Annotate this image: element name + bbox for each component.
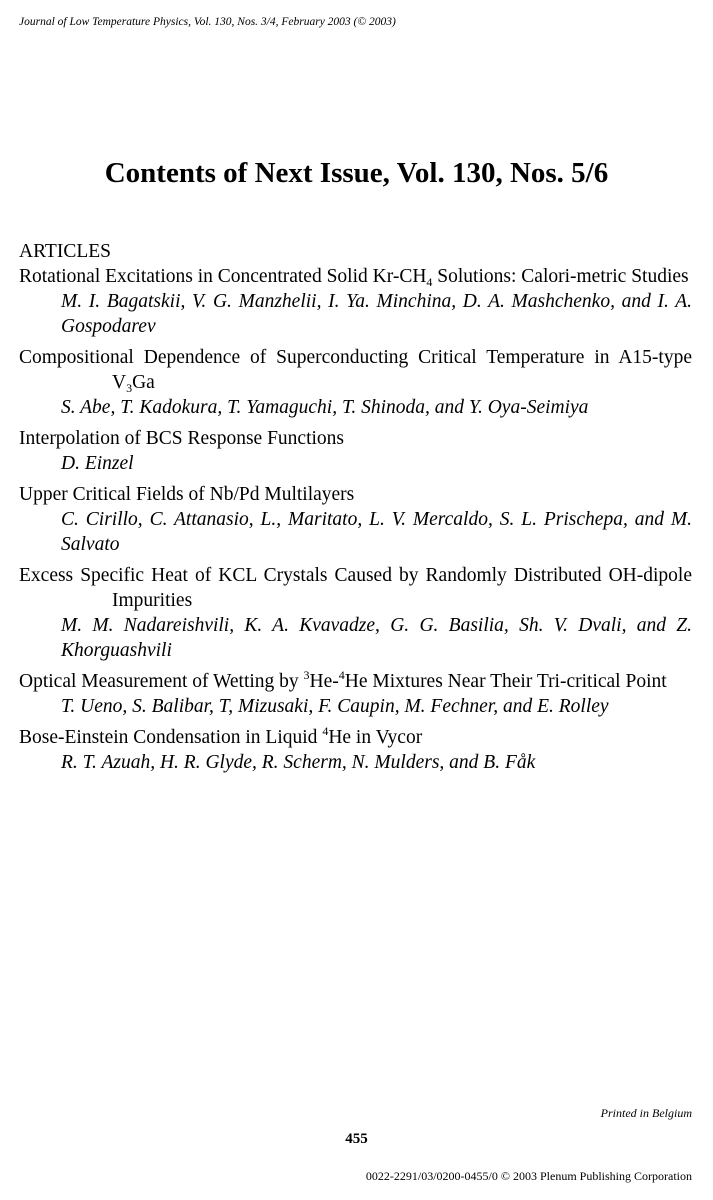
superscript: 4 — [322, 724, 329, 738]
article-entry — [19, 264, 692, 339]
article-title: Upper Critical Fields of Nb/Pd Multilayers — [19, 484, 355, 505]
article-title: Interpolation of BCS Response Functions — [19, 428, 344, 449]
article-authors: M. I. Bagatskii, V. G. Manzhelii, I. Ya. Minchina, D. A. Mashchenko, and I. A. Gospodarev — [61, 291, 692, 337]
title-text: He in Vycor — [328, 727, 423, 748]
journal-header: Journal of Low Temperature Physics, Vol. 130, Nos. 3/4, February 2003 (© 2003) — [19, 16, 396, 28]
article-authors: S. Abe, T. Kadokura, T. Yamaguchi, T. Shinoda, and Y. Oya-Seimiya — [61, 397, 589, 418]
title-text: He- — [309, 671, 339, 692]
page-title: Contents of Next Issue, Vol. 130, Nos. 5/6 — [104, 157, 609, 189]
article-entry — [19, 482, 692, 557]
superscript: 4 — [338, 668, 345, 682]
article-authors: C. Cirillo, C. Attanasio, L., Maritato, L. V. Mercaldo, S. L. Prischepa, and M. Salvato — [61, 509, 692, 555]
article-title — [19, 345, 692, 395]
section-heading: ARTICLES — [19, 241, 111, 262]
article-entry — [19, 563, 692, 663]
article-authors: R. T. Azuah, H. R. Glyde, R. Scherm, N. Mulders, and B. Fåk — [61, 752, 536, 773]
subscript: 3 — [126, 381, 133, 395]
copyright-line: 0022-2291/03/0200-0455/0 © 2003 Plenum Publishing Corporation — [365, 1169, 692, 1183]
title-text: Optical Measurement of Wetting by — [19, 671, 304, 692]
article-authors: T. Ueno, S. Balibar, T, Mizusaki, F. Caupin, M. Fechner, and E. Rolley — [61, 696, 609, 717]
title-text: Solutions: Calori-metric Studies — [432, 266, 689, 287]
contents-list — [19, 239, 692, 781]
title-text: He Mixtures Near Their Tri-critical Point — [344, 671, 667, 692]
subscript: 4 — [426, 275, 433, 289]
superscript: 3 — [303, 668, 310, 682]
article-title — [19, 725, 692, 750]
article-entry — [19, 426, 692, 476]
title-text: Bose-Einstein Condensation in Liquid — [19, 727, 323, 748]
title-text: Compositional Dependence of Superconducting Critical Temperature in A15-type V — [19, 347, 692, 393]
article-title — [19, 264, 692, 289]
article-authors: M. M. Nadareishvili, K. A. Kvavadze, G. G. Basilia, Sh. V. Dvali, and Z. Khorguashvili — [61, 615, 692, 661]
article-entry — [19, 725, 692, 775]
article-authors: D. Einzel — [61, 453, 134, 474]
article-entry — [19, 345, 692, 420]
article-title: Excess Specific Heat of KCL Crystals Caused by Randomly Distributed OH-dipole Impurities — [19, 565, 692, 611]
article-title — [19, 669, 692, 694]
article-entry — [19, 669, 692, 719]
page-number: 455 — [345, 1131, 368, 1147]
title-text: Rotational Excitations in Concentrated Solid Kr-CH — [19, 266, 427, 287]
title-text: Ga — [132, 372, 155, 393]
printed-in-note: Printed in Belgium — [600, 1106, 692, 1120]
